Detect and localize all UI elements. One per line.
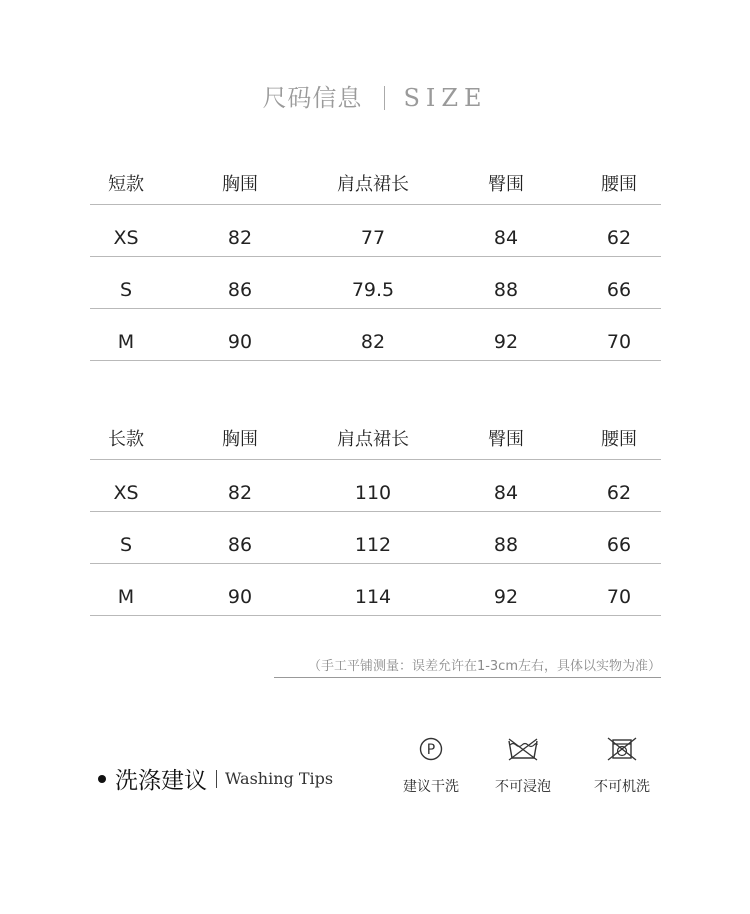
title-divider: [384, 86, 385, 110]
table-cell: XS: [113, 227, 139, 249]
svg-text:P: P: [426, 742, 436, 758]
washing-title-divider: [216, 770, 217, 788]
washing-title-en: Washing Tips: [225, 769, 334, 788]
table-cell: 84: [493, 482, 519, 504]
table-cell: 70: [606, 331, 632, 353]
header-cell: 腰围: [601, 429, 637, 450]
table-header-row: [90, 157, 661, 205]
table-cell: 110: [354, 482, 392, 504]
table-cell: 88: [493, 534, 519, 556]
care-label: 建议干洗: [403, 779, 459, 795]
table-cell: 70: [606, 586, 632, 608]
care-label: 不可机洗: [594, 779, 650, 795]
header-cell: 臀围: [488, 174, 524, 195]
table-cell: 86: [227, 279, 253, 301]
table-cell: 62: [606, 482, 632, 504]
table-cell: S: [119, 534, 133, 556]
table-cell: M: [117, 331, 135, 353]
title-cn: 尺码信息: [262, 84, 363, 112]
table-cell: 62: [606, 227, 632, 249]
table-cell: 77: [360, 227, 386, 249]
header-cell: 胸围: [222, 174, 258, 195]
header-cell: 短款: [108, 174, 144, 195]
dry-clean-p-icon: [391, 736, 471, 762]
size-table-long: [90, 412, 661, 616]
no-machine-wash-icon: [582, 736, 662, 762]
washing-tips-heading: [98, 762, 333, 795]
table-cell: S: [119, 279, 133, 301]
care-label: 不可浸泡: [495, 779, 551, 795]
table-row: [90, 205, 661, 257]
table-cell: 66: [606, 534, 632, 556]
table-cell: 90: [227, 331, 253, 353]
table-cell: 82: [360, 331, 386, 353]
table-cell: XS: [113, 482, 139, 504]
table-row: [90, 460, 661, 512]
measurement-note: （手工平铺测量：误差允许在1-3cm左右，具体以实物为准）: [274, 655, 661, 678]
title-en: SIZE: [403, 84, 488, 112]
table-row: [90, 512, 661, 564]
table-cell: 82: [227, 482, 253, 504]
washing-title-cn: 洗涤建议: [115, 768, 207, 794]
table-cell: 66: [606, 279, 632, 301]
header-cell: 长款: [108, 429, 144, 450]
table-row: [90, 257, 661, 309]
table-cell: 114: [354, 586, 392, 608]
header-cell: 肩点裙长: [337, 174, 409, 195]
no-soak-icon: [483, 736, 563, 762]
table-row: [90, 309, 661, 361]
care-item-dry-clean: [391, 736, 471, 796]
bullet-dot: [98, 775, 106, 783]
table-cell: 79.5: [351, 279, 395, 301]
table-cell: 84: [493, 227, 519, 249]
care-item-no-machine-wash: [582, 736, 662, 796]
header-cell: 肩点裙长: [337, 429, 409, 450]
table-cell: 88: [493, 279, 519, 301]
table-row: [90, 564, 661, 616]
page-title: [0, 78, 750, 113]
size-table-short: [90, 157, 661, 361]
table-cell: 90: [227, 586, 253, 608]
table-cell: M: [117, 586, 135, 608]
table-cell: 92: [493, 586, 519, 608]
table-cell: 82: [227, 227, 253, 249]
care-item-no-soak: [483, 736, 563, 796]
table-cell: 86: [227, 534, 253, 556]
header-cell: 臀围: [488, 429, 524, 450]
table-cell: 92: [493, 331, 519, 353]
header-cell: 胸围: [222, 429, 258, 450]
table-cell: 112: [354, 534, 392, 556]
table-header-row: [90, 412, 661, 460]
header-cell: 腰围: [601, 174, 637, 195]
